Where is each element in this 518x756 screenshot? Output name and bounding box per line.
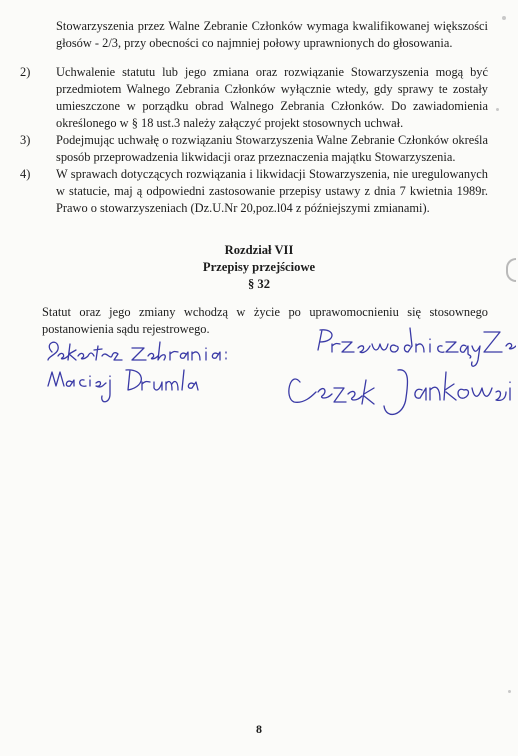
list-item xyxy=(20,132,488,166)
list-item xyxy=(20,166,488,217)
secretary-signature xyxy=(40,334,230,414)
final-paragraph: Statut oraz jego zmiany wchodzą w życie po uprawomocnieniu się stosownego postanowienia sądu rejestrowego. xyxy=(42,305,488,337)
list-item xyxy=(20,64,488,132)
chapter-heading: Rozdział VII xyxy=(224,243,294,257)
scan-speck xyxy=(496,108,499,111)
section-heading: § 32 xyxy=(247,277,271,291)
chairman-signature xyxy=(260,324,516,434)
scan-speck xyxy=(508,690,511,693)
item-number: 3) xyxy=(20,133,31,147)
chapter-title: Przepisy przejściowe xyxy=(202,260,316,274)
numbered-list xyxy=(20,64,488,217)
item-text: Podejmując uchwałę o rozwiązaniu Stowarzyszenia Walne Zebranie Członków określa sposób przeprowadzenia likwidacji oraz przeznaczenia majątku Stowarzyszenia. xyxy=(56,133,488,164)
continuation-paragraph: Stowarzyszenia przez Walne Zebranie Członków wymaga kwalifikowanej większości głosów - 2/3, przy obecności co najmniej połowy uprawnionych do głosowania. xyxy=(56,19,488,51)
item-number: 2) xyxy=(20,65,31,79)
item-text: W sprawach dotyczących rozwiązania i likwidacji Stowarzyszenia, nie uregulowanych w statucie, maj ą odpowiedni zastosowanie przepisy ustawy z dnia 7 kwietnia 1989r. Prawo o stowarzyszeniach (Dz.U.Nr 20,poz.l04 z późniejszymi zmianami). xyxy=(56,167,488,215)
item-number: 4) xyxy=(20,167,31,181)
scan-speck xyxy=(502,16,506,20)
item-text: Uchwalenie statutu lub jego zmiana oraz rozwiązanie Stowarzyszenia mogą być przedmiotem Walnego Zebrania Członków wyłącznie wtedy, gdy sprawy te zostały umieszczone w porządku obrad Walnego Zebrania Członków. Do zawiadomienia określonego w § 18 ust.3 należy załączyć projekt stosownych uchwał. xyxy=(56,65,488,130)
edge-scan-mark xyxy=(506,258,516,282)
page-number: 8 xyxy=(256,722,262,736)
